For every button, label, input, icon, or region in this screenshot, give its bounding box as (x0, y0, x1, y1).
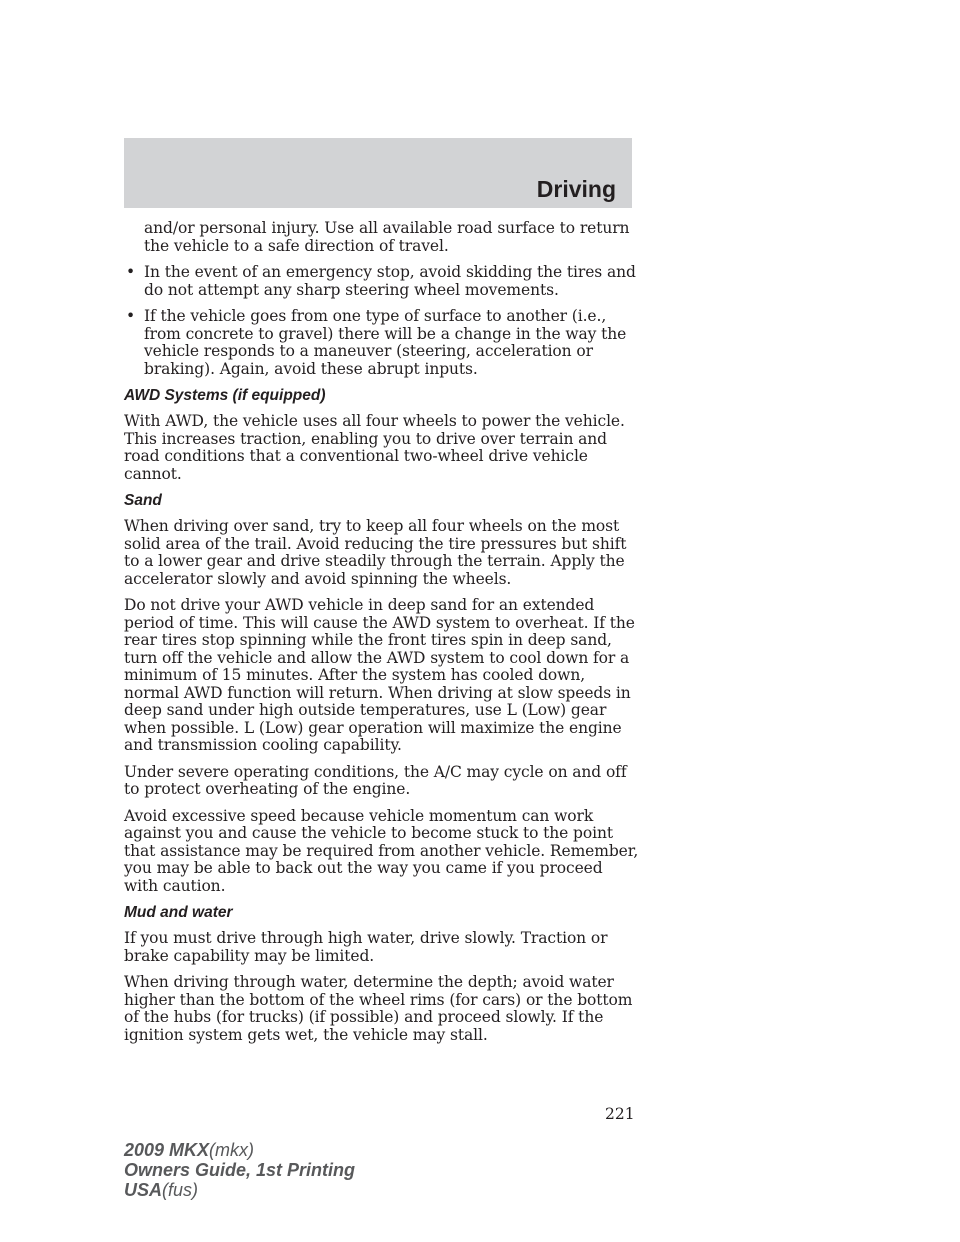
sand-heading: Sand (124, 492, 162, 509)
bullet-icon: • (126, 307, 136, 325)
bullet-item (124, 308, 640, 378)
footer-market-code: (fus) (162, 1180, 199, 1200)
footer-line-market (124, 1180, 355, 1200)
footer-printing: Owners Guide, 1st Printing (124, 1160, 356, 1180)
footer-market: USA (124, 1180, 163, 1200)
page-number: 221 (605, 1105, 635, 1123)
intro-continuation: and/or personal injury. Use all available road surface to return the vehicle to a safe direction of travel. (144, 219, 630, 255)
footer-line-model (124, 1140, 355, 1160)
awd-heading: AWD Systems (if equipped) (124, 387, 326, 404)
sand-paragraph: Under severe operating conditions, the A/C may cycle on and off to protect overheating of the engine. (124, 762, 627, 798)
sand-paragraph: When driving over sand, try to keep all four wheels on the most solid area of the trail. Avoid reducing the tire pressures but shift to a lower gear and drive steadily through the terrain. Apply the accelerator slowly and avoid spinning the wheels. (124, 517, 627, 588)
bullet-text: In the event of an emergency stop, avoid skidding the tires and do not attempt any sharp steering wheel movements. (144, 263, 636, 299)
mud-heading: Mud and water (124, 904, 233, 921)
sand-paragraph: Avoid excessive speed because vehicle momentum can work against you and cause the vehicle to become stuck to the point that assistance may be required from another vehicle. Remember, you may be able to back out the way you came if you proceed with caution. (124, 806, 639, 895)
page-content (124, 220, 640, 1053)
bullet-text: If the vehicle goes from one type of surface to another (i.e., from concrete to gravel) there will be a change in the way the vehicle responds to a maneuver (steering, acceleration or braking). Again, avoid these abrupt inputs. (144, 307, 627, 378)
footer-imprint (124, 1140, 355, 1200)
section-title: Driving (536, 176, 616, 202)
sand-paragraph: Do not drive your AWD vehicle in deep sand for an extended period of time. This will cause the AWD system to overheat. If the rear tires stop spinning while the front tires spin in deep sand, turn off the vehicle and allow the AWD system to cool down for a minimum of 15 minutes. After the system has cooled down, normal AWD function will return. When driving at slow speeds in deep sand under high outside temperatures, use L (Low) gear when possible. L (Low) gear operation will maximize the engine and transmission cooling capability. (124, 596, 635, 754)
mud-paragraph: When driving through water, determine the depth; avoid water higher than the bottom of the wheel rims (for cars) or the bottom of the hubs (for trucks) (if possible) and proceed slowly. If the ignition system gets wet, the vehicle may stall. (124, 973, 633, 1044)
awd-paragraph: With AWD, the vehicle uses all four wheels to power the vehicle. This increases traction, enabling you to drive over terrain and road conditions that a conventional two-wheel drive vehicle cannot. (124, 412, 625, 483)
mud-paragraph: If you must drive through high water, drive slowly. Traction or brake capability may be limited. (124, 929, 608, 965)
footer-model: 2009 MKX (124, 1140, 210, 1160)
footer-model-code: (mkx) (209, 1140, 255, 1160)
bullet-item (124, 264, 640, 299)
bullet-icon: • (126, 263, 136, 281)
header-band (124, 138, 632, 208)
